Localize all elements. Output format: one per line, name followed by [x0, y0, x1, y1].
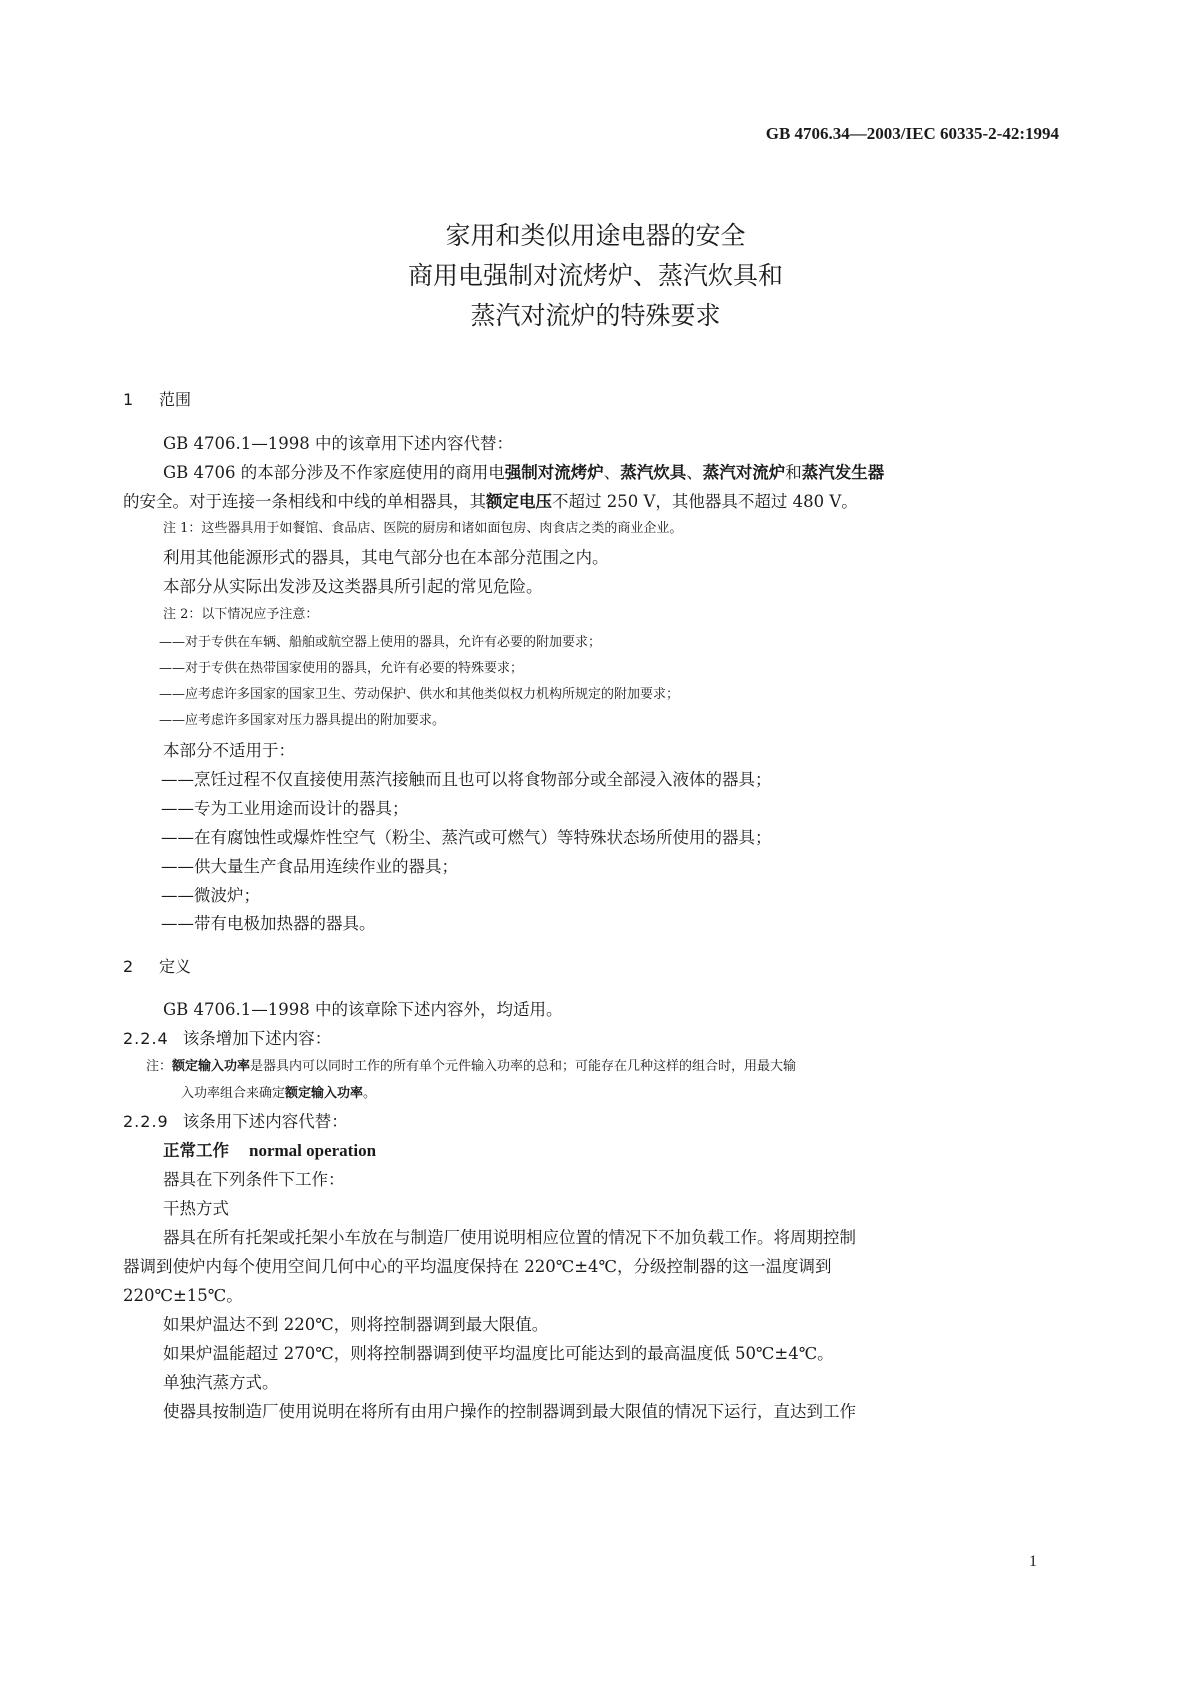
- note-2-2-4-cont: 入功率组合来确定额定输入功率。: [181, 1086, 377, 1101]
- paragraph: GB 4706.1—1998 中的该章除下述内容外，均适用。: [163, 1000, 563, 1019]
- term: 额定电压: [486, 492, 552, 511]
- clause-number: 2.2.4: [123, 1029, 169, 1048]
- paragraph-scope: GB 4706 的本部分涉及不作家庭使用的商用电强制对流烤炉、蒸汽炊具、蒸汽对流炉和蒸汽发生器: [163, 463, 885, 482]
- paragraph: 使器具按制造厂使用说明在将所有由用户操作的控制器调到最大限值的情况下运行，直达到工作: [163, 1402, 856, 1421]
- term: 蒸汽对流炉: [702, 463, 786, 482]
- section-1-heading: [123, 387, 191, 410]
- note-2-intro: 注 2：以下情况应予注意：: [163, 607, 319, 622]
- paragraph: 如果炉温能超过 270℃，则将控制器调到使平均温度比可能达到的最高温度低 50℃±4℃。: [163, 1344, 834, 1363]
- list-item: ——在有腐蚀性或爆炸性空气（粉尘、蒸汽或可燃气）等特殊状态场所使用的器具；: [161, 828, 772, 847]
- term-definition: [163, 1137, 376, 1161]
- note-2-item: ——对于专供在热带国家使用的器具，允许有必要的特殊要求；: [159, 661, 524, 676]
- note-2-item: ——应考虑许多国家的国家卫生、劳动保护、供水和其他类似权力机构所规定的附加要求；: [159, 687, 680, 702]
- paragraph: 干热方式: [163, 1199, 229, 1218]
- section-title: 范围: [159, 390, 192, 409]
- paragraph: 本部分不适用于：: [163, 741, 295, 760]
- paragraph: 器具在所有托架或托架小车放在与制造厂使用说明相应位置的情况下不加负载工作。将周期控制: [163, 1228, 856, 1247]
- section-title: 定义: [159, 957, 192, 976]
- paragraph: 器具在下列条件下工作：: [163, 1170, 345, 1189]
- page-number: 1: [1029, 1553, 1037, 1570]
- term: 额定输入功率: [285, 1086, 364, 1101]
- title-line-3: 蒸汽对流炉的特殊要求: [470, 301, 721, 330]
- list-item: ——带有电极加热器的器具。: [161, 914, 376, 933]
- term: 蒸汽发生器: [801, 463, 885, 482]
- term: 额定输入功率: [172, 1059, 251, 1074]
- list-item: ——烹饪过程不仅直接使用蒸汽接触而且也可以将食物部分或全部浸入液体的器具；: [161, 770, 772, 789]
- note-2-item: ——应考虑许多国家对压力器具提出的附加要求。: [159, 713, 446, 728]
- section-2-heading: [123, 954, 191, 977]
- paragraph: 如果炉温达不到 220℃，则将控制器调到最大限值。: [163, 1315, 549, 1334]
- title-line-2: 商用电强制对流烤炉、蒸汽炊具和: [407, 261, 783, 290]
- paragraph: 本部分从实际出发涉及这类器具所引起的常见危险。: [163, 577, 543, 596]
- clause-number: 2.2.9: [123, 1112, 169, 1131]
- clause-text: 该条增加下述内容：: [182, 1029, 332, 1048]
- term-en: normal operation: [249, 1141, 377, 1160]
- section-number: 2: [123, 957, 134, 976]
- paragraph: 单独汽蒸方式。: [163, 1373, 279, 1392]
- note-1: 注 1：这些器具用于如餐馆、食品店、医院的厨房和诸如面包房、肉食店之类的商业企业。: [163, 521, 683, 536]
- list-item: ——微波炉；: [161, 886, 260, 905]
- note-2-2-4: 注：额定输入功率是器具内可以同时工作的所有单个元件输入功率的总和；可能存在几种这样的组合时，用最大输: [146, 1059, 797, 1074]
- paragraph-cont: 器调到使炉内每个使用空间几何中心的平均温度保持在 220℃±4℃，分级控制器的这一温度调到: [123, 1257, 832, 1276]
- standard-number: GB 4706.34—2003/IEC 60335-2-42:1994: [765, 124, 1059, 143]
- paragraph-scope-cont: 的安全。对于连接一条相线和中线的单相器具，其额定电压不超过 250 V，其他器具不超过 480 V。: [123, 492, 858, 511]
- title-line-1: 家用和类似用途电器的安全: [445, 221, 746, 250]
- term-cn: 正常工作: [163, 1141, 229, 1160]
- section-number: 1: [123, 390, 134, 409]
- clause-text: 该条用下述内容代替：: [182, 1112, 348, 1131]
- list-item: ——专为工业用途而设计的器具；: [161, 799, 409, 818]
- list-item: ——供大量生产食品用连续作业的器具；: [161, 857, 458, 876]
- clause-2-2-9: [123, 1108, 348, 1132]
- note-2-item: ——对于专供在车辆、船舶或航空器上使用的器具，允许有必要的附加要求；: [159, 635, 602, 650]
- term: 强制对流烤炉: [504, 463, 604, 482]
- paragraph: GB 4706.1—1998 中的该章用下述内容代替：: [163, 434, 514, 453]
- paragraph: 利用其他能源形式的器具，其电气部分也在本部分范围之内。: [163, 548, 609, 567]
- paragraph-cont: 220℃±15℃。: [123, 1286, 243, 1305]
- clause-2-2-4: [123, 1025, 331, 1049]
- term: 蒸汽炊具: [620, 463, 687, 482]
